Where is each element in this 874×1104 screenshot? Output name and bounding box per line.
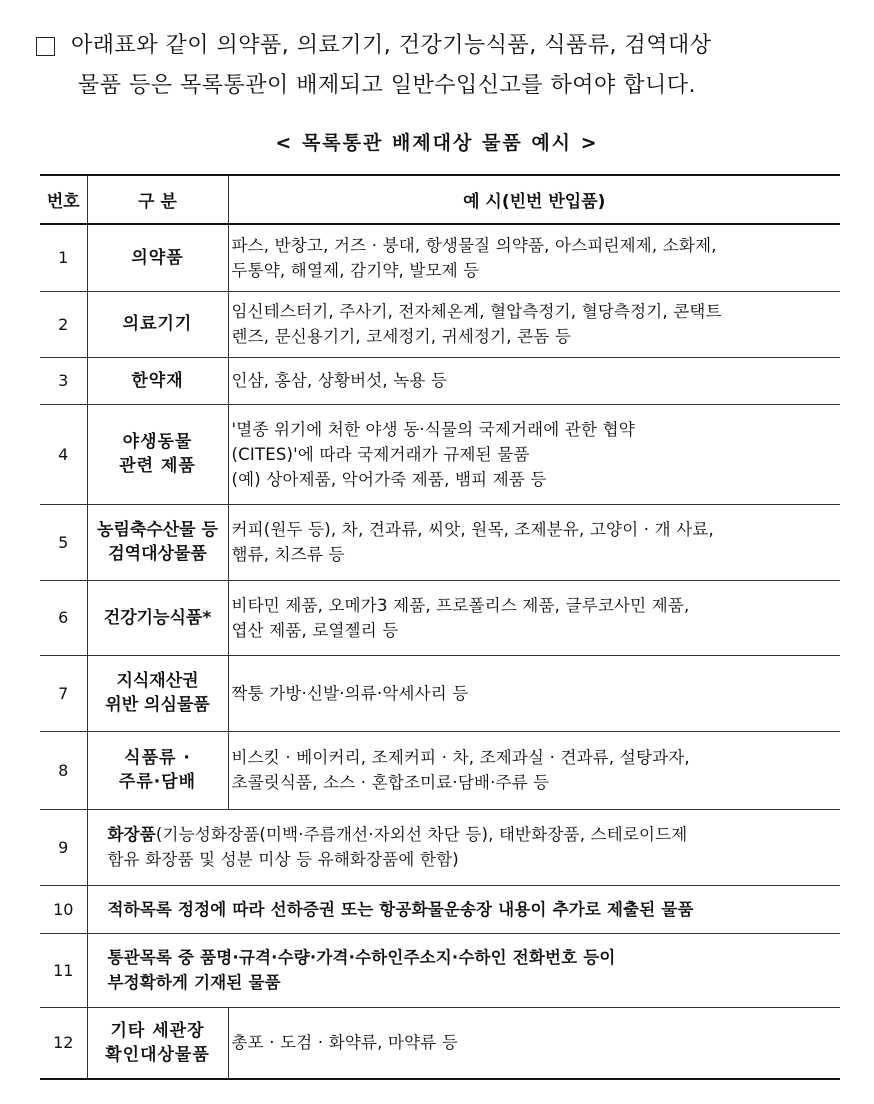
header-num: 번호	[40, 175, 87, 224]
row-example: 총포 · 도검 · 화약류, 마약류 등	[228, 1007, 840, 1079]
row-num: 11	[40, 933, 87, 1007]
row-num: 8	[40, 731, 87, 809]
row-example: 파스, 반창고, 거즈 · 붕대, 항생물질 의약품, 아스피린제제, 소화제, 두통약, 해열제, 감기약, 발모제 등	[228, 224, 840, 291]
row-num: 12	[40, 1007, 87, 1079]
row-example: 적하목록 정정에 따라 선하증권 또는 항공화물운송장 내용이 추가로 제출된 물품	[87, 885, 840, 933]
row-num: 10	[40, 885, 87, 933]
table-row	[40, 731, 840, 809]
row-example: 통관목록 중 품명·규격·수량·가격·수하인주소지·수하인 전화번호 등이 부정확하게 기재된 물품	[87, 933, 840, 1007]
table-header-row	[40, 175, 840, 224]
header-example: 예 시(빈번 반입품)	[228, 175, 840, 224]
row-example: 비스킷 · 베이커리, 조제커피 · 차, 조제과실 · 견과류, 설탕과자, 초콜릿식품, 소스 · 혼합조미료·담배·주류 등	[228, 731, 840, 809]
table-row	[40, 885, 840, 933]
row-example: 화장품(기능성화장품(미백·주름개선·자외선 차단 등), 태반화장품, 스테로이드제 함유 화장품 및 성분 미상 등 유해화장품에 한함)	[87, 809, 840, 885]
row-example: 임신테스터기, 주사기, 전자체온계, 혈압측정기, 혈당측정기, 콘택트 렌즈, 문신용기기, 코세정기, 귀세정기, 콘돔 등	[228, 291, 840, 357]
intro-line-1: 아래표와 같이 의약품, 의료기기, 건강기능식품, 식품류, 검역대상	[71, 33, 712, 58]
intro-line-2: 물품 등은 목록통관이 배제되고 일반수입신고를 하여야 합니다.	[78, 73, 697, 98]
table-row	[40, 357, 840, 404]
row-num: 5	[40, 504, 87, 580]
row-num: 1	[40, 224, 87, 291]
row-category: 기타 세관장 확인대상물품	[87, 1007, 228, 1079]
checkbox-bullet-icon	[36, 37, 55, 56]
row-num: 2	[40, 291, 87, 357]
row-num: 7	[40, 655, 87, 731]
row-category: 농림축수산물 등 검역대상물품	[87, 504, 228, 580]
table-row	[40, 224, 840, 291]
row-example: '멸종 위기에 처한 야생 동·식물의 국제거래에 관한 협약 (CITES)'에 따라 국제거래가 규제된 물품 (예) 상아제품, 악어가죽 제품, 뱀피 제품 등	[228, 404, 840, 504]
row-category: 한약재	[87, 357, 228, 404]
row-category: 지식재산권 위반 의심물품	[87, 655, 228, 731]
row-example: 짝퉁 가방·신발·의류·악세사리 등	[228, 655, 840, 731]
table-row	[40, 1007, 840, 1079]
table-row	[40, 809, 840, 885]
row-num: 6	[40, 580, 87, 655]
row-category: 의료기기	[87, 291, 228, 357]
row9-bold: 화장품	[107, 825, 156, 844]
table-row	[40, 504, 840, 580]
intro-paragraph	[36, 26, 852, 106]
row-category: 식품류 · 주류·담배	[87, 731, 228, 809]
row-num: 4	[40, 404, 87, 504]
header-category: 구 분	[87, 175, 228, 224]
row-example: 인삼, 홍삼, 상황버섯, 녹용 등	[228, 357, 840, 404]
exclusion-table	[40, 174, 840, 1080]
table-row	[40, 933, 840, 1007]
row-example: 커피(원두 등), 차, 견과류, 씨앗, 원목, 조제분유, 고양이 · 개 사료, 햄류, 치즈류 등	[228, 504, 840, 580]
row-category: 건강기능식품*	[87, 580, 228, 655]
row-example: 비타민 제품, 오메가3 제품, 프로폴리스 제품, 글루코사민 제품, 엽산 제품, 로열젤리 등	[228, 580, 840, 655]
table-row	[40, 580, 840, 655]
table-row	[40, 404, 840, 504]
table-row	[40, 655, 840, 731]
table-title: < 목록통관 배제대상 물품 예시 >	[275, 132, 599, 154]
row-category: 야생동물 관련 제품	[87, 404, 228, 504]
row-category: 의약품	[87, 224, 228, 291]
row-num: 9	[40, 809, 87, 885]
row-num: 3	[40, 357, 87, 404]
table-row	[40, 291, 840, 357]
